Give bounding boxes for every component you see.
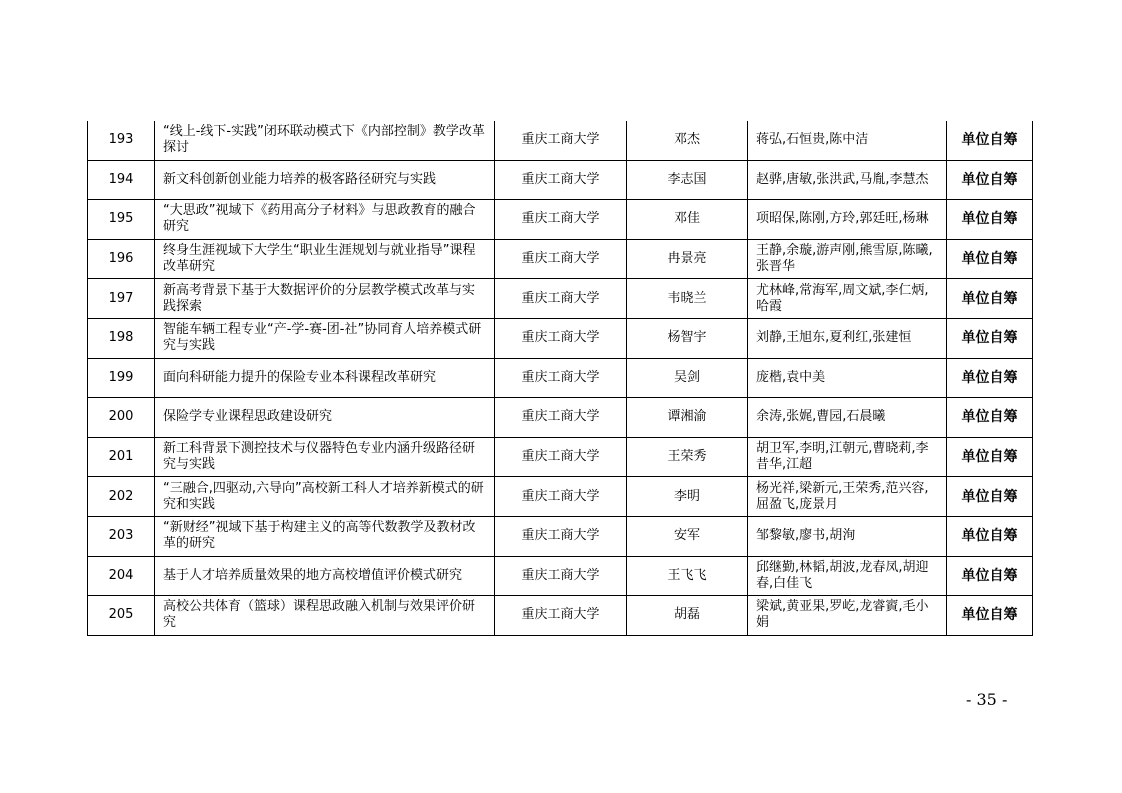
row-number-cell: 193: [88, 121, 155, 160]
table-row: [88, 121, 1033, 160]
funding-cell: 单位自筹: [947, 437, 1033, 477]
unit-cell: 重庆工商大学: [495, 279, 627, 319]
unit-cell: 重庆工商大学: [495, 160, 627, 200]
members-cell: 胡卫军,李明,江朝元,曹晓莉,李昔华,江超: [748, 437, 947, 477]
table-row: [88, 358, 1033, 398]
project-title-cell: “三融合,四驱动,六导向”高校新工科人才培养新模式的研究和实践: [155, 477, 495, 517]
leader-cell: 李志国: [627, 160, 748, 200]
page-number: - 35 -: [966, 690, 1008, 709]
funding-cell: 单位自筹: [947, 516, 1033, 556]
funding-cell: 单位自筹: [947, 200, 1033, 240]
row-number-cell: 199: [88, 358, 155, 398]
members-cell: 项昭保,陈刚,方玲,郭廷旺,杨琳: [748, 200, 947, 240]
members-cell: 邹黎敏,廖书,胡洵: [748, 516, 947, 556]
table-row: [88, 160, 1033, 200]
unit-cell: 重庆工商大学: [495, 318, 627, 358]
funding-cell: 单位自筹: [947, 477, 1033, 517]
funding-cell: 单位自筹: [947, 398, 1033, 438]
leader-cell: 谭湘渝: [627, 398, 748, 438]
members-cell: 王静,余璇,游声刚,熊雪原,陈曦,张晋华: [748, 239, 947, 279]
leader-cell: 杨智宇: [627, 318, 748, 358]
leader-cell: 冉景亮: [627, 239, 748, 279]
row-number-cell: 195: [88, 200, 155, 240]
unit-cell: 重庆工商大学: [495, 516, 627, 556]
leader-cell: 韦晓兰: [627, 279, 748, 319]
row-number-cell: 202: [88, 477, 155, 517]
members-cell: 尤林峰,常海军,周文斌,李仁炳,哈霞: [748, 279, 947, 319]
project-title-cell: 新工科背景下测控技术与仪器特色专业内涵升级路径研究与实践: [155, 437, 495, 477]
row-number-cell: 203: [88, 516, 155, 556]
unit-cell: 重庆工商大学: [495, 437, 627, 477]
project-table: [87, 121, 1033, 636]
members-cell: 赵骅,唐敏,张洪武,马胤,李慧杰: [748, 160, 947, 200]
members-cell: 余涛,张娓,曹园,石晨曦: [748, 398, 947, 438]
funding-cell: 单位自筹: [947, 239, 1033, 279]
project-title-cell: 基于人才培养质量效果的地方高校增值评价模式研究: [155, 556, 495, 596]
members-cell: 刘静,王旭东,夏利红,张建恒: [748, 318, 947, 358]
table-row: [88, 279, 1033, 319]
funding-cell: 单位自筹: [947, 596, 1033, 636]
row-number-cell: 200: [88, 398, 155, 438]
unit-cell: 重庆工商大学: [495, 200, 627, 240]
project-title-cell: “大思政”视域下《药用高分子材料》与思政教育的融合研究: [155, 200, 495, 240]
unit-cell: 重庆工商大学: [495, 121, 627, 160]
members-cell: 杨光祥,梁新元,王荣秀,范兴容,屈盈飞,庞景月: [748, 477, 947, 517]
row-number-cell: 194: [88, 160, 155, 200]
table-row: [88, 200, 1033, 240]
unit-cell: 重庆工商大学: [495, 477, 627, 517]
project-title-cell: “线上-线下-实践”闭环联动模式下《内部控制》教学改革探讨: [155, 121, 495, 160]
row-number-cell: 197: [88, 279, 155, 319]
table-row: [88, 477, 1033, 517]
unit-cell: 重庆工商大学: [495, 398, 627, 438]
project-title-cell: 面向科研能力提升的保险专业本科课程改革研究: [155, 358, 495, 398]
table-row: [88, 437, 1033, 477]
funding-cell: 单位自筹: [947, 160, 1033, 200]
project-title-cell: 新高考背景下基于大数据评价的分层教学模式改革与实践探索: [155, 279, 495, 319]
funding-cell: 单位自筹: [947, 121, 1033, 160]
leader-cell: 王飞飞: [627, 556, 748, 596]
row-number-cell: 204: [88, 556, 155, 596]
project-title-cell: “新财经”视域下基于构建主义的高等代数教学及教材改革的研究: [155, 516, 495, 556]
leader-cell: 邓佳: [627, 200, 748, 240]
funding-cell: 单位自筹: [947, 358, 1033, 398]
funding-cell: 单位自筹: [947, 556, 1033, 596]
project-title-cell: 智能车辆工程专业“产-学-赛-团-社”协同育人培养模式研究与实践: [155, 318, 495, 358]
unit-cell: 重庆工商大学: [495, 358, 627, 398]
project-title-cell: 终身生涯视域下大学生“职业生涯规划与就业指导”课程改革研究: [155, 239, 495, 279]
row-number-cell: 196: [88, 239, 155, 279]
leader-cell: 安军: [627, 516, 748, 556]
unit-cell: 重庆工商大学: [495, 239, 627, 279]
members-cell: 梁斌,黄亚果,罗屹,龙睿賨,毛小娟: [748, 596, 947, 636]
funding-cell: 单位自筹: [947, 279, 1033, 319]
table-row: [88, 398, 1033, 438]
table-row: [88, 516, 1033, 556]
row-number-cell: 205: [88, 596, 155, 636]
row-number-cell: 198: [88, 318, 155, 358]
leader-cell: 邓杰: [627, 121, 748, 160]
table-row: [88, 596, 1033, 636]
members-cell: 庞楷,袁中美: [748, 358, 947, 398]
table-row: [88, 556, 1033, 596]
row-number-cell: 201: [88, 437, 155, 477]
leader-cell: 李明: [627, 477, 748, 517]
members-cell: 邱继勤,林韬,胡波,龙春凤,胡迎春,白佳飞: [748, 556, 947, 596]
members-cell: 蒋弘,石恒贵,陈中洁: [748, 121, 947, 160]
funding-cell: 单位自筹: [947, 318, 1033, 358]
table-body: [88, 121, 1033, 635]
leader-cell: 胡磊: [627, 596, 748, 636]
table-row: [88, 239, 1033, 279]
unit-cell: 重庆工商大学: [495, 556, 627, 596]
project-title-cell: 高校公共体育（篮球）课程思政融入机制与效果评价研究: [155, 596, 495, 636]
unit-cell: 重庆工商大学: [495, 596, 627, 636]
table-row: [88, 318, 1033, 358]
project-title-cell: 新文科创新创业能力培养的极客路径研究与实践: [155, 160, 495, 200]
leader-cell: 吴剑: [627, 358, 748, 398]
leader-cell: 王荣秀: [627, 437, 748, 477]
project-title-cell: 保险学专业课程思政建设研究: [155, 398, 495, 438]
